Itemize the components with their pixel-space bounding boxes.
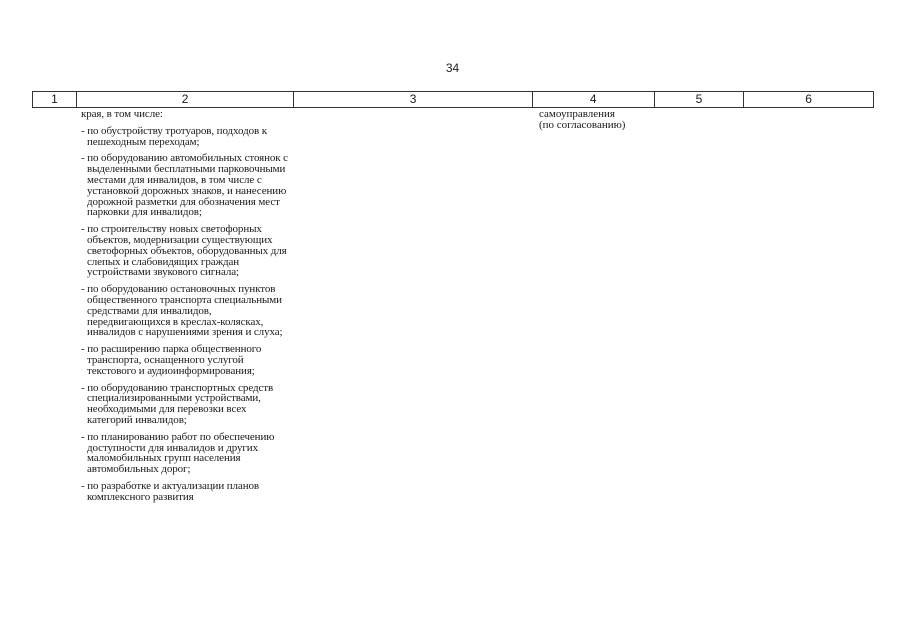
column-header-1: 1 (33, 92, 77, 107)
column-header-5: 5 (655, 92, 745, 107)
list-item: - по оборудованию остановочных пунктов общественного транспорта специальными средствами для инвалидов, передвигающихся в креслах-колясках, инвалидов с нарушениями зрения и слуха; (81, 283, 283, 339)
column-header-3: 3 (294, 92, 532, 107)
column-2-content (81, 109, 293, 509)
column-header-6: 6 (805, 92, 812, 106)
list-item: - по разработке и актуализации планов комплексного развития (81, 479, 259, 503)
list-item: - по оборудованию транспортных средств специализированными устройствами, необходимыми для перевозки всех категорий инвалидов; (81, 381, 274, 426)
page-number: 34 (445, 61, 460, 75)
column-header-4: 4 (533, 92, 655, 107)
list-item: - по обустройству тротуаров, подходов к пешеходным переходам; (81, 124, 268, 148)
column-4-line-1: самоуправления (539, 108, 615, 120)
list-item: - по строительству новых светофорных объектов, модернизации существующих светофорных объектов, оборудованных для слепых и слабовидящих граждан устройствами звукового сигнала; (81, 223, 287, 279)
list-item: - по расширению парка общественного транспорта, оснащенного услугой текстового и аудиоинформирования; (81, 343, 262, 377)
list-item: - по планированию работ по обеспечению доступности для инвалидов и других маломобильных групп населения автомобильных дорог; (81, 430, 275, 476)
column-2-intro: края, в том числе: (81, 108, 163, 120)
column-4-line-2: (по согласованию) (539, 118, 626, 131)
table-header-row (32, 91, 874, 108)
column-header-2: 2 (77, 92, 294, 107)
list-item: - по оборудованию автомобильных стоянок с выделенными бесплатными парковочными местами для инвалидов, в том числе с установкой дорожных знаков, и нанесению дорожной разметки для обозначения мест парковки для инвалидов; (81, 152, 288, 219)
column-4-content (539, 109, 657, 131)
